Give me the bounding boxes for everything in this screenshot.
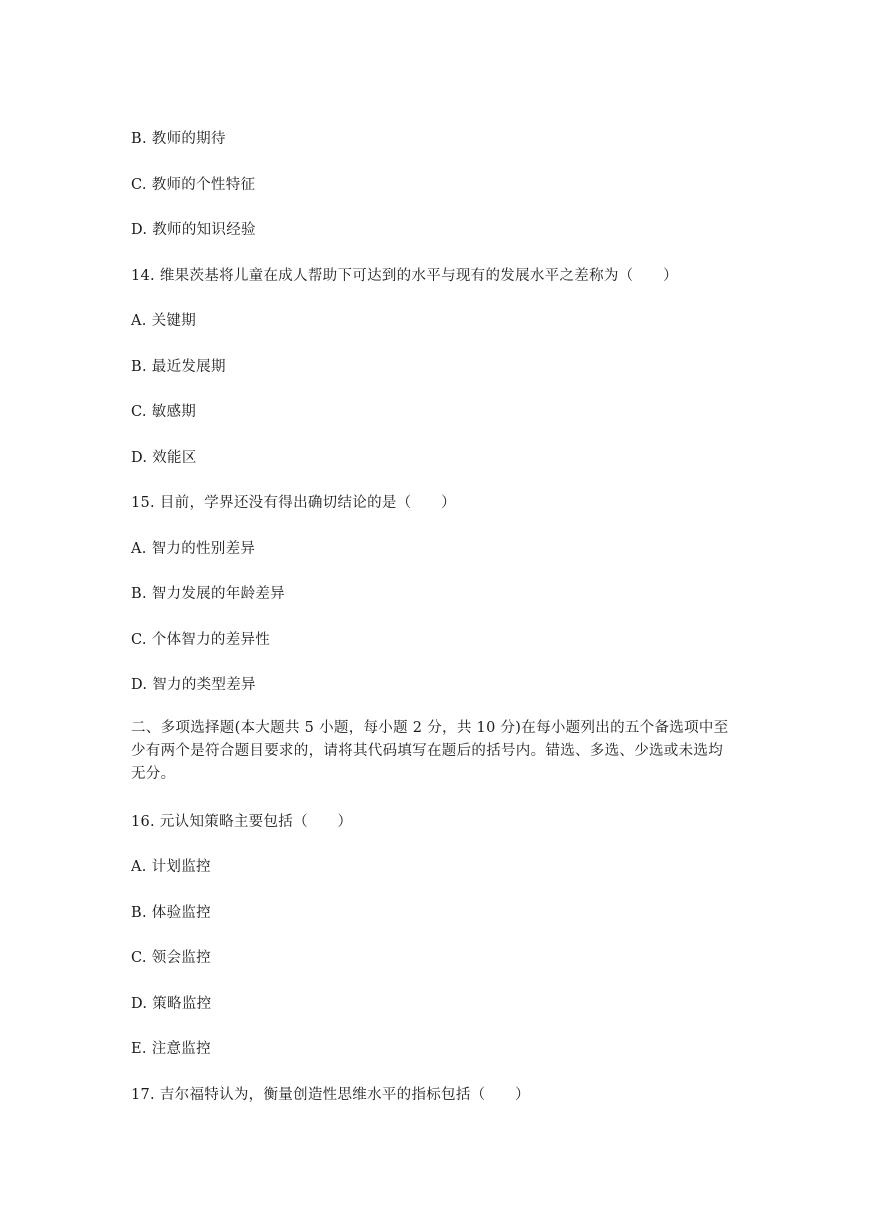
q14-option-d: D. 效能区 — [131, 450, 197, 466]
q14-option-c: C. 敏感期 — [131, 404, 197, 420]
q13-option-c: C. 教师的个性特征 — [131, 177, 256, 193]
q16-option-d: D. 策略监控 — [131, 996, 212, 1012]
question-17: 17. 吉尔福特认为，衡量创造性思维水平的指标包括（ ） — [131, 1087, 530, 1103]
question-15: 15. 目前，学界还没有得出确切结论的是（ ） — [131, 495, 456, 511]
q15-option-a: A. 智力的性别差异 — [131, 541, 256, 557]
q16-option-b: B. 体验监控 — [131, 905, 211, 921]
question-14: 14. 维果茨基将儿童在成人帮助下可达到的水平与现有的发展水平之差称为（ ） — [131, 268, 678, 284]
q16-option-c: C. 领会监控 — [131, 950, 211, 966]
question-16: 16. 元认知策略主要包括（ ） — [131, 814, 353, 830]
q15-option-c: C. 个体智力的差异性 — [131, 632, 271, 648]
q16-option-a: A. 计划监控 — [131, 859, 211, 875]
q14-option-b: B. 最近发展期 — [131, 359, 226, 375]
q13-option-d: D. 教师的知识经验 — [131, 222, 256, 238]
q15-option-d: D. 智力的类型差异 — [131, 677, 256, 693]
section-header-line-3: 无分。 — [131, 766, 176, 782]
q16-option-e: E. 注意监控 — [131, 1041, 211, 1057]
q13-option-b: B. 教师的期待 — [131, 131, 226, 147]
q14-option-a: A. 关键期 — [131, 313, 196, 329]
section-header-line-1: 二、多项选择题(本大题共 5 小题，每小题 2 分，共 10 分)在每小题列出的五个备选项中至 — [131, 720, 729, 736]
q15-option-b: B. 智力发展的年龄差异 — [131, 586, 285, 602]
section-header-line-2: 少有两个是符合题目要求的，请将其代码填写在题后的括号内。错选、多选、少选或未选均 — [131, 743, 723, 759]
